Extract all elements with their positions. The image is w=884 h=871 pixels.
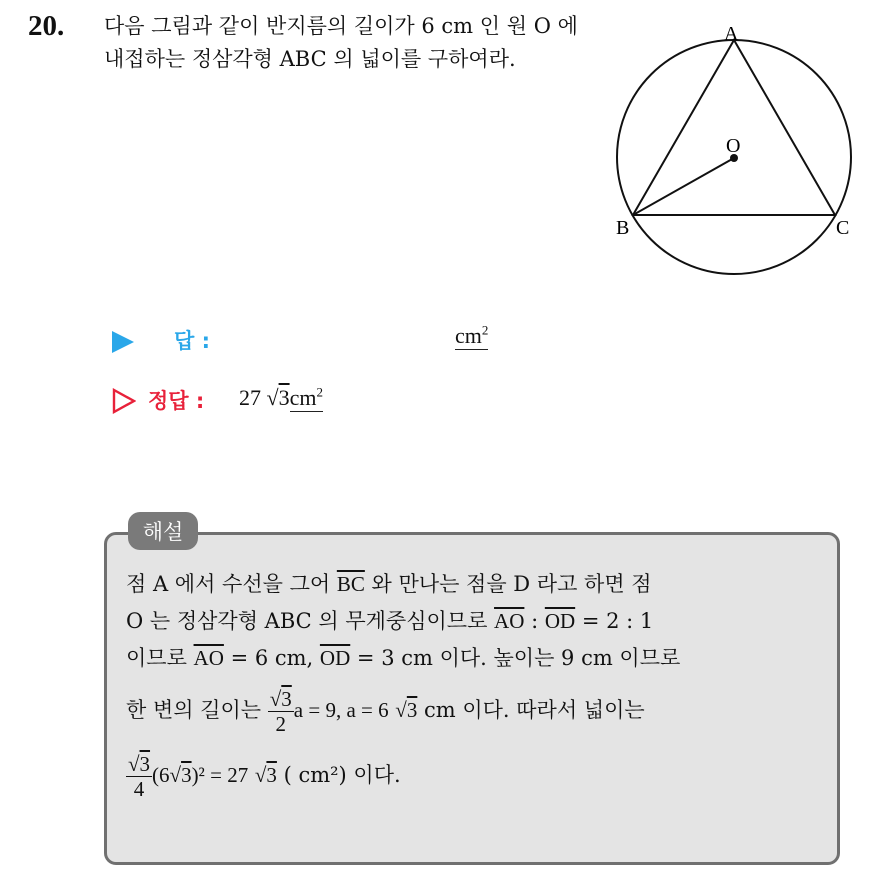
solution-line-5: $\frac{√3}{4}$ (6√3)² = 27 √3 ( cm²) 이다. — [128, 752, 401, 801]
solution-line-1: 점 A 에서 수선을 그어 $\overline{BC}$ 와 만나는 점을 D 라고 하면 점 — [126, 572, 652, 596]
correct-answer-row — [112, 385, 512, 425]
fraction-sqrt3-over-4: $\frac{√3}{4}$ — [128, 752, 151, 801]
segment-bc: $\overline{BC}$ — [336, 572, 365, 596]
correct-answer-label: 정답 : — [148, 389, 205, 413]
label-c: C — [836, 217, 850, 239]
solution-line-3: 이므로 $\overline{AO} = 6$ cm, $\overline{OD} = 3$ cm 이다. 높이는 9 cm 이므로 — [126, 646, 681, 670]
label-o: O — [726, 135, 741, 157]
radius-ob — [633, 158, 734, 215]
answer-label: 답 : — [174, 329, 210, 353]
correct-unit: $cm^2$ — [289, 384, 323, 410]
play-marker-icon — [112, 331, 134, 353]
label-b: B — [616, 217, 630, 239]
answer-unit[interactable] — [455, 322, 489, 350]
answer-unit-base: cm — [455, 323, 482, 348]
answer-row — [112, 322, 532, 365]
triangle-abc — [633, 40, 835, 215]
correct-coef: 27 — [239, 385, 261, 410]
correct-answer-value — [239, 385, 323, 411]
fraction-sqrt3-over-2: $\frac{√3}{2}$ — [269, 687, 292, 736]
segment-od-2: $\overline{OD}$ — [319, 646, 351, 670]
sqrt-symbol: √3 — [266, 385, 290, 410]
solution-tag: 해설 — [128, 512, 198, 550]
answer-unit-exp: 2 — [481, 322, 489, 338]
solution-line-2: O 는 정삼각형 ABC 의 무게중심이므로 $\overline{AO}$ : $\overline{OD} = 2$ : 1 — [126, 609, 654, 633]
label-a: A — [724, 23, 739, 45]
segment-od: $\overline{OD}$ — [544, 609, 576, 633]
outline-play-icon — [112, 388, 136, 414]
segment-ao-2: $\overline{AO}$ — [193, 646, 224, 670]
question-text: 다음 그림과 같이 반지름의 길이가 6 cm 인 원 O 에 내접하는 정삼각형 ABC 의 넓이를 구하여라. — [104, 14, 578, 71]
solution-line-4: 한 변의 길이는 $\frac{√3}{2}$ a = 9, a = 6 √3 cm 이다. 따라서 넓이는 — [126, 687, 645, 736]
inscribed-triangle-figure — [600, 20, 860, 290]
question-number: 20. — [28, 10, 65, 42]
segment-ao: $\overline{AO}$ — [494, 609, 525, 633]
solution-text — [126, 566, 832, 801]
